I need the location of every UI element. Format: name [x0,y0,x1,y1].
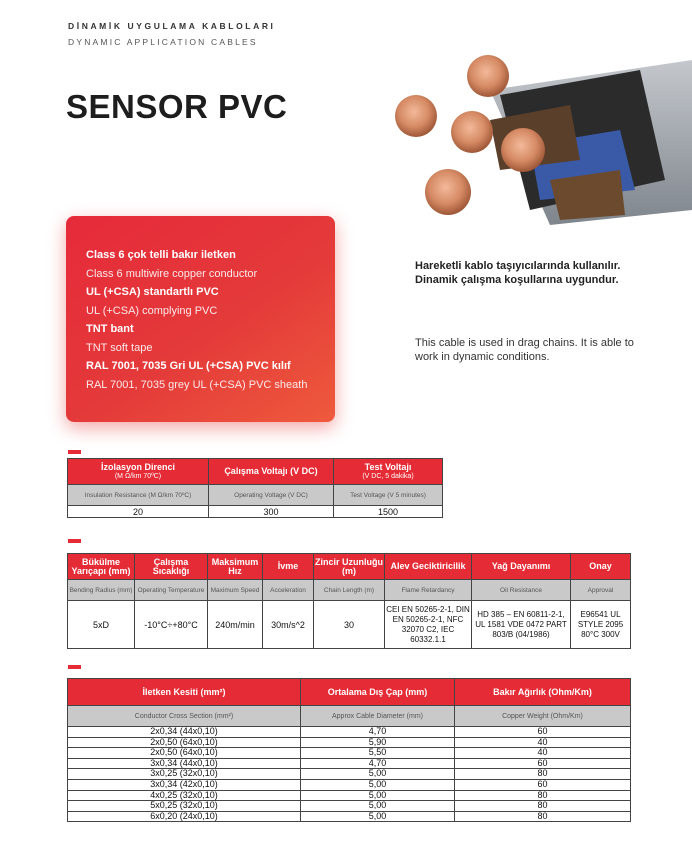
electrical-table [67,458,443,518]
spec-tr: Class 6 çok telli bakır iletken [86,249,236,261]
value-cell: 3x0,34 (42x0,10) [68,779,301,790]
mechanical-table [67,553,631,649]
value-cell: 60 [455,758,631,769]
subheader-cell: Operating Temperature [135,580,208,601]
value-cell: 40 [455,737,631,748]
table-row [68,758,631,769]
table-row [68,790,631,801]
subheader-cell: Oil Resistance [472,580,571,601]
subheader-cell: Copper Weight (Ohm/Km) [455,706,631,727]
value-cell: 6x0,20 (24x0,10) [68,811,301,822]
value-cell: 40 [455,748,631,759]
brand-title-tr: DİNAMİK UYGULAMA KABLOLARI [68,21,276,31]
subheader-cell: Flame Retardancy [385,580,472,601]
value-cell: CEI EN 50265-2-1, DIN EN 50265-2-1, NFC 32070 C2, IEC 60332.1.1 [385,601,472,649]
value-cell: 2x0,50 (64x0,10) [68,748,301,759]
header-cell: Test Voltajı (V DC, 5 dakika) [334,459,443,485]
description-tr: Hareketli kablo taşıyıcılarında kullanılır. Dinamik çalışma koşullarına uygundur. [415,260,621,286]
spec-en: UL (+CSA) complying PVC [86,304,218,317]
cable-image [380,50,692,235]
subheader-cell: Bending Radius (mm) [68,580,135,601]
value-cell: 5,00 [301,811,455,822]
value-cell: 5xD [68,601,135,649]
table-row [68,737,631,748]
value-cell: 80 [455,801,631,812]
value-cell: 5,00 [301,779,455,790]
value-cell: 300 [209,506,334,518]
spec-en: TNT soft tape [86,341,153,354]
value-cell: 4,70 [301,727,455,738]
value-cell: 30 [314,601,385,649]
table-row [68,727,631,738]
value-cell: 80 [455,811,631,822]
value-cell: -10°C÷+80°C [135,601,208,649]
value-cell: 5,00 [301,790,455,801]
header-cell: Bükülme Yarıçapı (mm) [68,554,135,580]
header-cell: Çalışma Sıcaklığı [135,554,208,580]
spec-tr: TNT bant [86,323,134,335]
header-cell: Maksimum Hız [208,554,263,580]
value-cell: 60 [455,727,631,738]
value-cell: 5,00 [301,801,455,812]
subheader-cell: Insulation Resistance (M Ω/km 70ºC) [68,485,209,506]
table-row [68,811,631,822]
value-cell: 4,70 [301,758,455,769]
header-cell: Bakır Ağırlık (Ohm/Km) [455,679,631,706]
value-cell: 3x0,34 (44x0,10) [68,758,301,769]
header-cell: Ortalama Dış Çap (mm) [301,679,455,706]
header-cell: Çalışma Voltajı (V DC) [209,459,334,485]
spec-tr: RAL 7001, 7035 Gri UL (+CSA) PVC kılıf [86,360,291,372]
header-cell: Alev Geciktiricilik [385,554,472,580]
value-cell: 5,50 [301,748,455,759]
subheader-cell: Chain Length (m) [314,580,385,601]
value-cell: 5,00 [301,769,455,780]
value-cell: HD 385 – EN 60811-2-1, UL 1581 VDE 0472 PART 803/B (04/1986) [472,601,571,649]
spec-box [66,216,335,422]
header-cell: İzolasyon Direnci (M Ω/km 70ºC) [68,459,209,485]
value-cell: 4x0,25 (32x0,10) [68,790,301,801]
dimensions-table [67,678,631,822]
header-cell: Zincir Uzunluğu (m) [314,554,385,580]
section-marker [68,539,81,543]
subheader-cell: Test Voltage (V 5 minutes) [334,485,443,506]
brand-title-en: DYNAMIC APPLICATION CABLES [68,37,258,47]
subheader-cell: Approx Cable Diameter (mm) [301,706,455,727]
subheader-cell: Approval [571,580,631,601]
subheader-cell: Operating Voltage (V DC) [209,485,334,506]
section-marker [68,450,81,454]
value-cell: 2x0,50 (64x0,10) [68,737,301,748]
spec-en: Class 6 multiwire copper conductor [86,267,258,280]
value-cell: 2x0,34 (44x0,10) [68,727,301,738]
product-title: SENSOR PVC [66,88,288,125]
subheader-cell: Conductor Cross Section (mm²) [68,706,301,727]
table-row [68,748,631,759]
subheader-cell: Acceleration [263,580,314,601]
value-cell: 5,90 [301,737,455,748]
table-row [68,779,631,790]
table-row [68,801,631,812]
value-cell: E96541 UL STYLE 2095 80°C 300V [571,601,631,649]
copper-strands [395,55,545,215]
header-cell: Yağ Dayanımı [472,554,571,580]
value-cell: 1500 [334,506,443,518]
value-cell: 80 [455,769,631,780]
value-cell: 60 [455,779,631,790]
spec-tr: UL (+CSA) standartlı PVC [86,286,219,298]
header-cell: Onay [571,554,631,580]
value-cell: 30m/s^2 [263,601,314,649]
header-cell: İletken Kesiti (mm²) [68,679,301,706]
subheader-cell: Maximum Speed [208,580,263,601]
value-cell: 20 [68,506,209,518]
value-cell: 3x0,25 (32x0,10) [68,769,301,780]
section-marker [68,665,81,669]
description-en: This cable is used in drag chains. It is able to work in dynamic conditions. [415,337,634,363]
value-cell: 80 [455,790,631,801]
value-cell: 240m/min [208,601,263,649]
table-row [68,769,631,780]
header-cell: İvme [263,554,314,580]
value-cell: 5x0,25 (32x0,10) [68,801,301,812]
spec-en: RAL 7001, 7035 grey UL (+CSA) PVC sheath [86,378,308,391]
